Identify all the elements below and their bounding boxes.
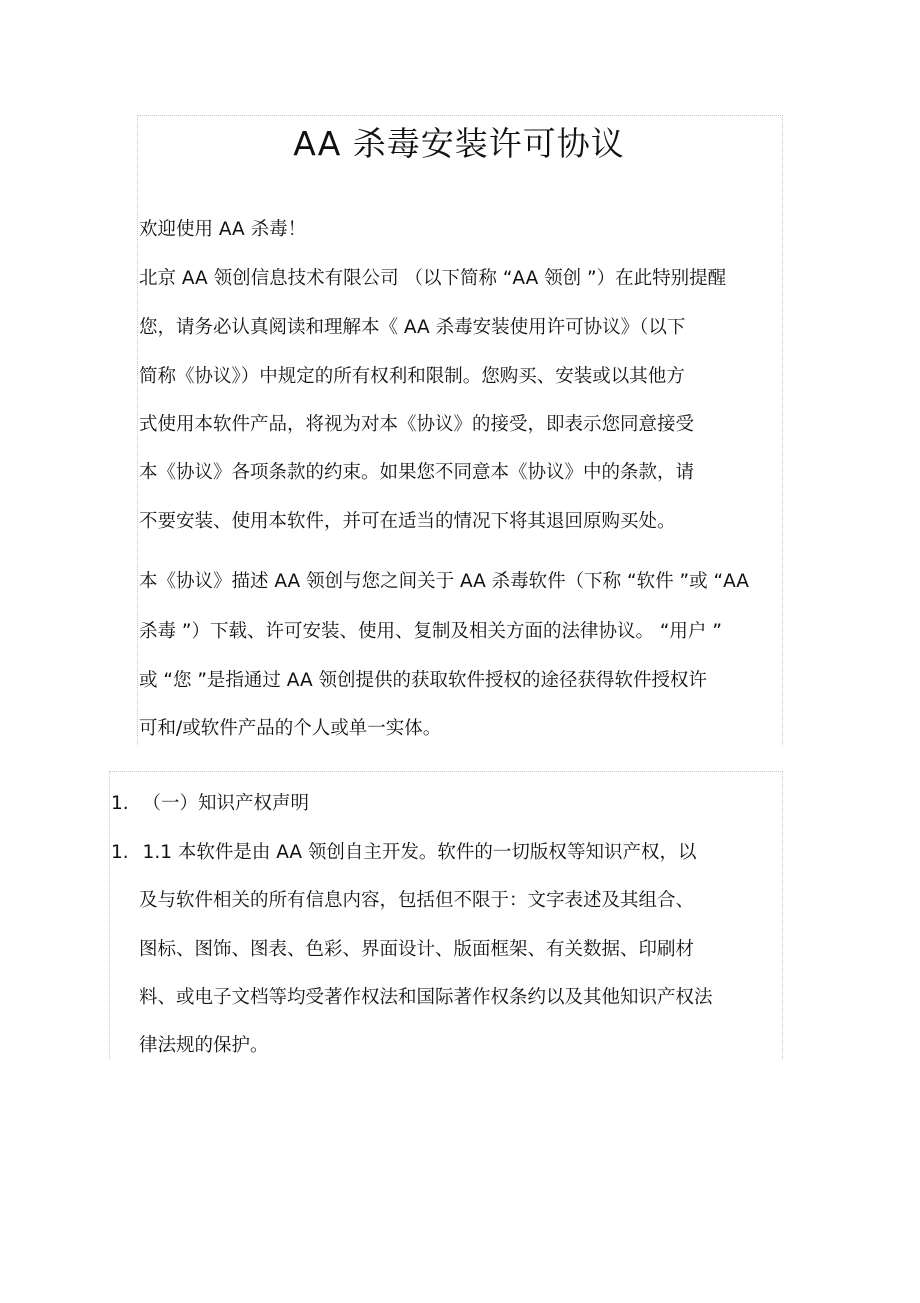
scope-line: 本《协议》描述 AA 领创与您之间关于 AA 杀毒软件（下称 “软件 ”或 “AA	[139, 571, 749, 592]
intro-line: 本《协议》各项条款的约束。如果您不同意本《协议》中的条款，请	[139, 462, 695, 483]
clause-line: 图标、图饰、图表、色彩、界面设计、版面框架、有关数据、印刷材	[139, 939, 695, 960]
intro-line: 简称《协议》）中规定的所有权利和限制。您购买、安装或以其他方	[139, 366, 685, 387]
clause-line: 料、或电子文档等均受著作权法和国际著作权条约以及其他知识产权法	[139, 987, 713, 1008]
clause-line	[111, 840, 696, 866]
intro-line: 式使用本软件产品，将视为对本《协议》的接受，即表示您同意接受	[139, 414, 695, 435]
scope-line: 或 “您 ”是指通过 AA 领创提供的获取软件授权的途径获得软件授权许	[139, 670, 708, 691]
clause-line: 律法规的保护。	[139, 1035, 269, 1056]
section-number: 1.	[111, 793, 129, 814]
intro-line: 不要安装、使用本软件，并可在适当的情况下将其退回原购买处。	[139, 511, 676, 532]
scope-line: 杀毒 ”）下载、许可安装、使用、复制及相关方面的法律协议。 “用户 ”	[139, 621, 722, 642]
intro-line: 北京 AA 领创信息技术有限公司 （以下简称 “AA 领创 ”）在此特别提醒	[139, 268, 727, 289]
document-title: AA 杀毒安装许可协议	[293, 124, 625, 163]
clause-text: 1.1 本软件是由 AA 领创自主开发。软件的一切版权等知识产权，以	[142, 842, 697, 863]
scope-line: 可和/或软件产品的个人或单一实体。	[139, 718, 442, 739]
section-title: （一）知识产权声明	[142, 793, 310, 814]
clause-line: 及与软件相关的所有信息内容，包括但不限于：文字表述及其组合、	[139, 890, 695, 911]
clause-number: 1.	[111, 842, 129, 863]
intro-line: 您，请务必认真阅读和理解本《 AA 杀毒安装使用许可协议》（以下	[139, 317, 686, 338]
section-heading	[111, 791, 309, 817]
intro-line: 欢迎使用 AA 杀毒！	[139, 219, 307, 240]
